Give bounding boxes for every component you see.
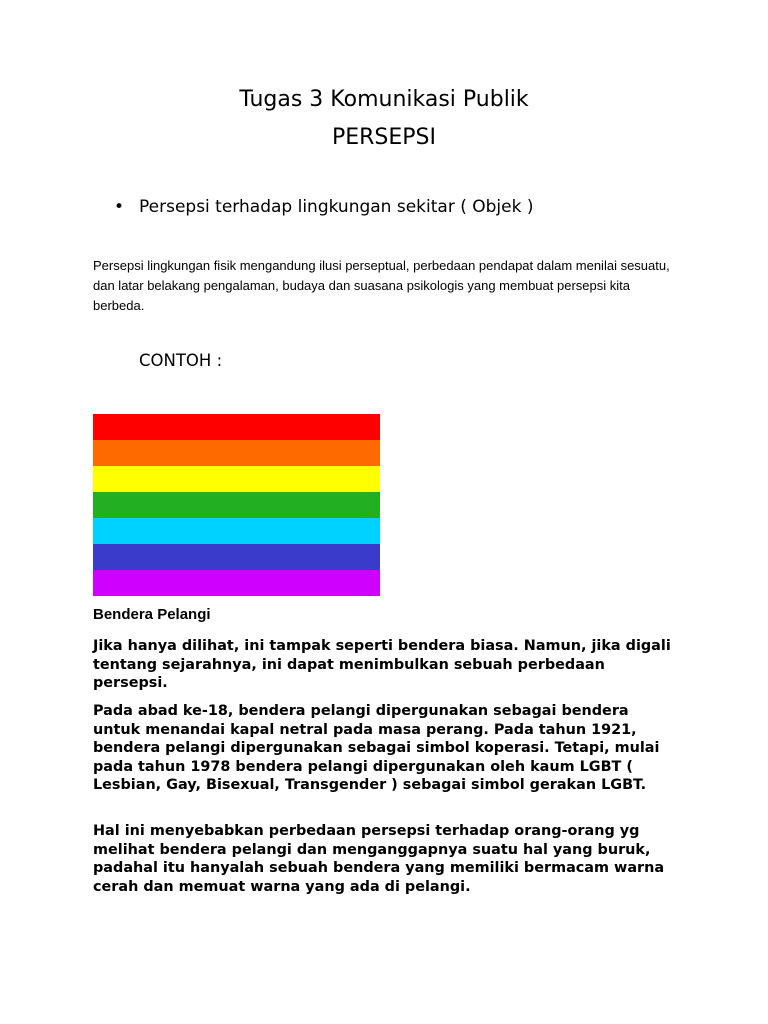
- flag-stripe-5: [93, 518, 380, 544]
- flag-stripe-2: [93, 440, 380, 466]
- body-paragraph-3: Hal ini menyebabkan perbedaan persepsi terhadap orang-orang yg melihat bendera pelangi dan menganggapnya suatu hal yang buruk, padahal itu hanyalah sebuah bendera yang memiliki bermacam warna cerah dan memuat warna yang ada di pelangi.: [93, 823, 665, 895]
- flag-stripe-1: [93, 414, 380, 440]
- intro-paragraph: Persepsi lingkungan fisik mengandung ilusi perseptual, perbedaan pendapat dalam menilai sesuatu, dan latar belakang pengalaman, budaya dan suasana psikologis yang membuat persepsi kita berbeda.: [93, 258, 670, 313]
- document-subtitle: PERSEPSI: [331, 125, 437, 150]
- body-paragraph-2: Pada abad ke-18, bendera pelangi dipergunakan sebagai bendera untuk menandai kapal netral pada masa perang. Pada tahun 1921, bendera pelangi dipergunakan sebagai simbol koperasi. Tetapi, mulai pada tahun 1978 bendera pelangi dipergunakan oleh kaum LGBT ( Lesbian, Gay, Bisexual, Transgender ) sebagai simbol gerakan LGBT.: [93, 703, 660, 793]
- example-label: CONTOH :: [139, 351, 223, 370]
- flag-stripe-3: [93, 466, 380, 492]
- flag-stripe-6: [93, 544, 380, 570]
- flag-stripe-7: [93, 570, 380, 596]
- body-paragraph-1: Jika hanya dilihat, ini tampak seperti bendera biasa. Namun, jika digali tentang sejarahnya, ini dapat menimbulkan sebuah perbedaan persepsi.: [93, 638, 671, 691]
- bullet-symbol: •: [114, 197, 125, 217]
- bullet-item: [114, 197, 534, 217]
- rainbow-flag-image: [93, 414, 380, 596]
- flag-stripe-4: [93, 492, 380, 518]
- bullet-text: Persepsi terhadap lingkungan sekitar ( Objek ): [139, 197, 534, 217]
- flag-caption: Bendera Pelangi: [93, 606, 211, 623]
- document-title: Tugas 3 Komunikasi Publik: [239, 87, 529, 112]
